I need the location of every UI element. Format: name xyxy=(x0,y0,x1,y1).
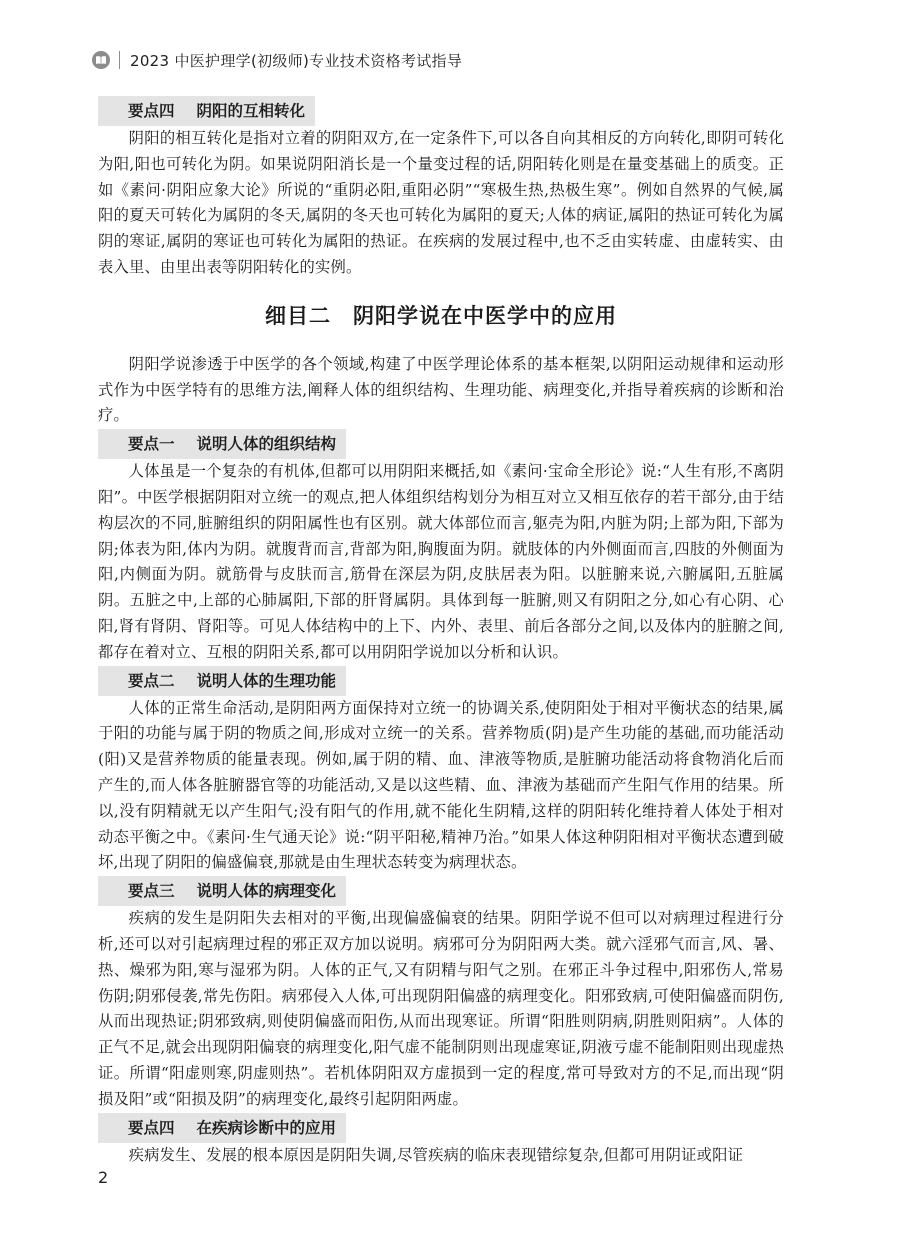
head-divider xyxy=(119,51,120,69)
key-point-number: 要点三 xyxy=(128,882,175,901)
key-point-heading xyxy=(98,876,784,906)
key-point-heading xyxy=(98,96,784,126)
paragraph: 人体虽是一个复杂的有机体,但都可以用阴阳来概括,如《素问·宝命全形论》说:“人生有形,不离阴阳”。中医学根据阴阳对立统一的观点,把人体组织结构划分为相互对立又相互依存的若干部分,由于结构层次的不同,脏腑组织的阴阳属性也有区别。就大体部位而言,躯壳为阳,内脏为阴;上部为阳,下部为阴;体表为阳,体内为阴。就腹背而言,背部为阳,胸腹面为阴。就肢体的内外侧面而言,四肢的外侧面为阳,内侧面为阴。就筋骨与皮肤而言,筋骨在深层为阴,皮肤居表为阳。以脏腑来说,六腑属阳,五脏属阴。五脏之中,上部的心肺属阳,下部的肝肾属阴。具体到每一脏腑,则又有阴阳之分,如心有心阴、心阳,肾有肾阴、肾阳等。可见人体结构中的上下、内外、表里、前后各部分之间,以及体内的脏腑之间,都存在着对立、互根的阴阳关系,都可以用阴阳学说加以分析和认识。 xyxy=(98,462,784,661)
key-point-number: 要点一 xyxy=(128,435,175,454)
key-point-number: 要点四 xyxy=(128,1118,175,1137)
book-icon xyxy=(92,51,110,69)
key-point-title: 说明人体的组织结构 xyxy=(196,435,337,454)
page-body xyxy=(98,96,784,1168)
running-head xyxy=(92,46,462,74)
paragraph: 人体的正常生命活动,是阴阳两方面保持对立统一的协调关系,使阴阳处于相对平衡状态的结果,属于阳的功能与属于阴的物质之间,形成对立统一的关系。营养物质(阴)是产生功能的基础,而功能活动(阳)又是营养物质的能量表现。例如,属于阴的精、血、津液等物质,是脏腑功能活动将食物消化后而产生的,而人体各脏腑器官等的功能活动,又是以这些精、血、津液为基础而产生阳气作用的结果。所以,没有阴精就无以产生阳气;没有阳气的作用,就不能化生阴精,这样的阴阳转化维持着人体处于相对动态平衡之中。《素问·生气通天论》说:“阴平阳秘,精神乃治。”如果人体这种阴阳相对平衡状态遭到破坏,出现了阴阳的偏盛偏衰,那就是由生理状态转变为病理状态。 xyxy=(98,698,784,872)
key-point-title: 说明人体的生理功能 xyxy=(196,671,337,690)
key-point-heading xyxy=(98,1113,784,1143)
key-point-title: 在疾病诊断中的应用 xyxy=(196,1118,337,1137)
key-point-heading xyxy=(98,429,784,459)
paragraph: 疾病的发生是阴阳失去相对的平衡,出现偏盛偏衰的结果。阴阳学说不但可以对病理过程进行分析,还可以对引起病理过程的邪正双方加以说明。病邪可分为阴阳两大类。就六淫邪气而言,风、暑、热、燥邪为阳,寒与湿邪为阴。人体的正气,又有阴精与阳气之别。在邪正斗争过程中,阳邪伤人,常易伤阴;阴邪侵袭,常先伤阳。病邪侵入人体,可出现阴阳偏盛的病理变化。阳邪致病,可使阳偏盛而阴伤,从而出现热证;阴邪致病,则使阴偏盛而阳伤,从而出现寒证。所谓“阳胜则阴病,阴胜则阳病”。人体的正气不足,就会出现阴阳偏衰的病理变化,阳气虚不能制阴则出现虚寒证,阴液亏虚不能制阳则出现虚热证。所谓“阳虚则寒,阴虚则热”。若机体阴阳双方虚损到一定的程度,常可导致对方的不足,而出现“阴损及阳”或“阳损及阴”的病理变化,最终引起阴阳两虚。 xyxy=(98,909,784,1108)
page-number: 2 xyxy=(98,1168,109,1187)
section-heading: 细目二 阴阳学说在中医学中的应用 xyxy=(265,303,617,328)
key-point-number: 要点四 xyxy=(128,102,175,120)
key-point-title: 阴阳的互相转化 xyxy=(196,102,306,120)
paragraph: 疾病发生、发展的根本原因是阴阳失调,尽管疾病的临床表现错综复杂,但都可用阴证或阳证 xyxy=(128,1145,744,1164)
paragraph: 阴阳的相互转化是指对立着的阴阳双方,在一定条件下,可以各自向其相反的方向转化,即阴可转化为阳,阳也可转化为阴。如果说阴阳消长是一个量变过程的话,阴阳转化则是在量变基础上的质变。正如《素问·阴阳应象大论》所说的“重阴必阳,重阳必阴”“寒极生热,热极生寒”。例如自然界的气候,属阳的夏天可转化为属阴的冬天,属阴的冬天也可转化为属阳的夏天;人体的病证,属阳的热证可转化为属阴的寒证,属阴的寒证也可转化为属阳的热证。在疾病的发展过程中,也不乏由实转虚、由虚转实、由表入里、由里出表等阴阳转化的实例。 xyxy=(98,129,784,276)
key-point-heading xyxy=(98,666,784,696)
book-title: 2023 中医护理学(初级师)专业技术资格考试指导 xyxy=(130,51,463,70)
paragraph: 阴阳学说渗透于中医学的各个领域,构建了中医学理论体系的基本框架,以阴阳运动规律和运动形式作为中医学特有的思维方法,阐释人体的组织结构、生理功能、病理变化,并指导着疾病的诊断和治疗。 xyxy=(98,354,784,425)
key-point-number: 要点二 xyxy=(128,671,175,690)
key-point-title: 说明人体的病理变化 xyxy=(196,882,337,901)
